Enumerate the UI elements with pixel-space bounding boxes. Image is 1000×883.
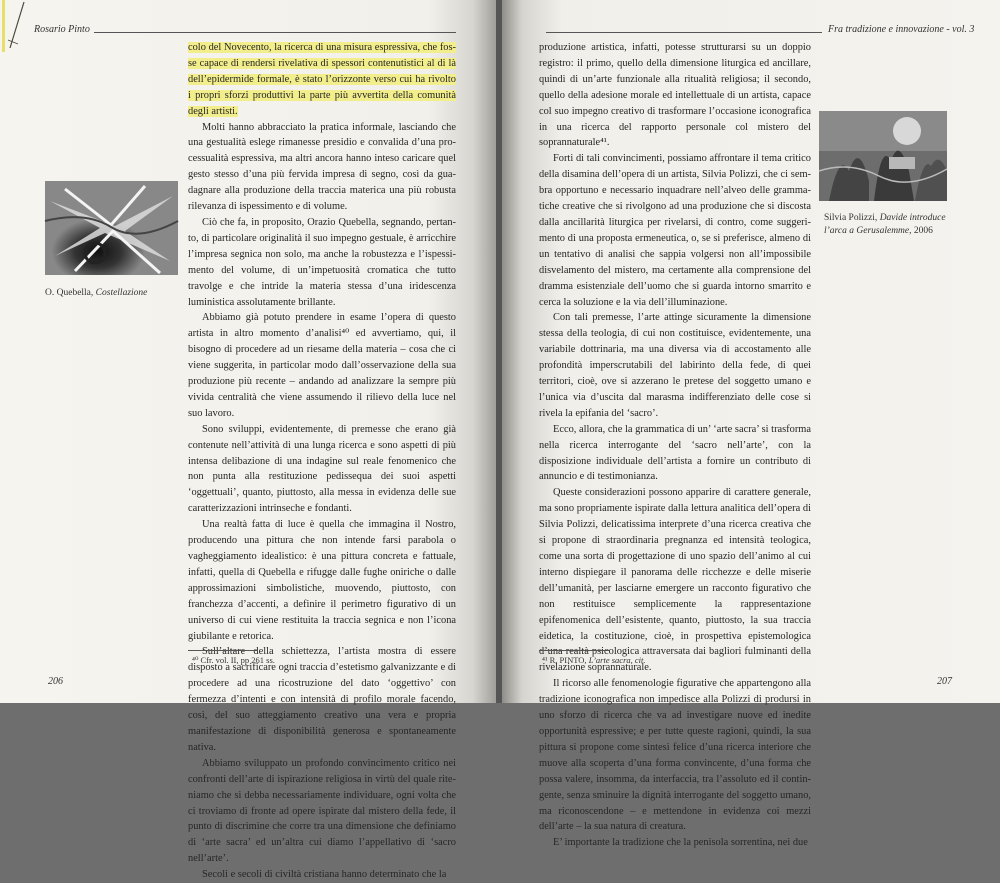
paragraph: Abbiamo già potuto prendere in esame l’opera di questo artista in altro momento d’analisi⁴⁰ ed avvertiamo, qui, il bisogno di procedere ad un riesame della materia – cosa che ci viene suggerita, in particolar modo dall’osservazione della sua produzione più recente – andando ad analizzare la sempre più vivida centralità che viene assumendo il rilievo della luce nel suo lavoro. xyxy=(188,312,456,419)
page-number: 207 xyxy=(937,676,952,687)
footnote-author: ⁴¹ R. PINTO, xyxy=(542,655,587,665)
paragraph: Con tali premesse, l’arte attinge sicuramente la dimensione stessa della teologia, di cui non costituisce, evidentemente, una variabile dottrinaria, ma una diversa via di accostamento alle profondità imperscrutabili del labirinto della fede, di quei territori, cioè, ove si azzerano le pretese del soggetto umano e l’unica via d’uscita dal marasma indifferenziato delle cose si rivela la epifania del ‘sacro’. xyxy=(539,312,811,419)
polizzi-caption xyxy=(824,212,964,238)
running-head: Rosario Pinto xyxy=(34,24,90,35)
caption-artist: Silvia Polizzi, xyxy=(824,213,878,223)
highlighted-text: colo del Novecento, la ricerca di una misura espressiva, che fosse capace di rendersi rivelativa di spessori contenutistici al di là dell’epidermide formale, è stato l’orizzonte verso cui ha rivolto i propri sforzi produttivi la parte più avvertita della comunità degli artisti. xyxy=(188,42,456,117)
paragraph: Ecco, allora, che la grammatica di un’ ‘arte sacra’ si trasforma nella ricerca interrogante del ‘sacro nell’arte’, con la disposizione individuale dell’artista a fornire un contributo di annuncio e di testimonianza. xyxy=(539,423,811,483)
right-body-text xyxy=(539,40,811,851)
caption-artist: O. Quebella, xyxy=(45,288,94,298)
caption-title: Davide introduce l’arca a Gerusalemme, xyxy=(824,213,946,236)
header-rule xyxy=(546,32,822,33)
paragraph: Secoli e secoli di civiltà cristiana hanno determinato che la xyxy=(202,869,447,881)
paragraph xyxy=(188,40,456,120)
paragraph: produzione artistica, infatti, potesse strutturarsi su un doppio registro: il primo, quello della dimensione liturgica ed ancillare, quindi di un’arte funzionale alla ritualità religiosa; il secondo, quello della adesione morale ed intellettuale di un artista, capace col suo impegno creativo di trasformare l’occasione iconografica in una ricerca del rapporto personale col mistero del soprannaturale⁴¹. xyxy=(539,42,811,149)
paragraph: Abbiamo sviluppato un profondo convincimento critico nei confronti dell’arte di ispirazione religiosa in virtù del quale riteniamo che si debba necessariamente individuare, ogni volta che ci troviamo di fronte ad opere ispirate dal mistero della fede, il punto di discrimine che corre tra una dimensione che definiamo di ‘arte sacra’ ed un’altra cui diamo l’appellativo di ‘sacro nell’arte’. xyxy=(188,757,456,865)
quebella-caption xyxy=(45,287,185,299)
footnote-rule xyxy=(539,650,609,651)
paragraph: Forti di tali convincimenti, possiamo affrontare il tema critico della disamina dell’opera di un artista, Silvia Polizzi, che ci sembra opportuno e necessario inquadrare nell’alveo delle grammatiche creative che si rivolgono ad una produzione che si discosta dalla ancillarità liturgica per rivelarsi, di contro, come suggerimento di una proposta ermeneutica, o, se si preferisce, almeno di un tentativo di analisi che sappia volgersi non all’impossibile disvelamento del mistero, ma certamente alla comprensione del dramma esistenziale dell’uomo che si guarda intorno smarrito e cerca la soluzione e la via dell’illuminazione. xyxy=(539,153,811,308)
paragraph: Sull’altare della schiettezza, l’artista mostra di essere disposto a sacrificare ogni traccia d’estetismo galvanizzante e di procedere ad una ricostruzione del dato ‘oggettivo’ con fermezza d’intenti e con intensità di profilo morale facendo, così, del suo atteggiamento creativo una vera e propria manifestazione di disponibilità generosa e spontaneamente nativa. xyxy=(188,646,456,753)
footnote-rule xyxy=(188,650,258,651)
pencil-mark-icon xyxy=(2,0,32,52)
quebella-artwork-image xyxy=(45,181,178,275)
paragraph: Il ricorso alle fenomenologie figurative che appartengono alla tradizione iconografica non impedisce alla Polizzi di prodursi in uno sforzo di ricerca che va ad investigare nuove ed inedite opportunità espressive; e per tutte queste ragioni, quindi, la sua pittura si propone come sintesi felice d’una ricerca interiore che muove alla scoperta d’una forma convincente, d’una forma che possa valere, insomma, da interfaccia, tra l’assoluto ed il contingente, senza sminuire la dignità interrogante del soggetto umano, ma riconoscendone – e mettendone in evidenza coi mezzi dell’arte – la sua natura di creatura. xyxy=(539,678,811,833)
right-page xyxy=(502,0,1000,849)
caption-title: Costellazione xyxy=(95,288,148,298)
paragraph: Sono sviluppi, evidentemente, di premesse che erano già contenute nell’attività di una lunga ricerca e sono aspetti di più intensa delibazione di una indagine sul reale fenomenico che non punta alla restituzione pedissequa dei suoi aspetti ‘oggettuali’, quanto, piuttosto, alla messa in evidenza delle sue caratterizzazioni intrinseche e fondanti. xyxy=(188,423,456,515)
paragraph: E’ importante la tradizione che la penisola sorrentina, nei due xyxy=(553,837,808,849)
paragraph: Una realtà fatta di luce è quella che immagina il Nostro, producendo una pittura che non intende farsi parabola o vagheggiamento idealistico: è una pittura concreta e fattuale, infatti, quella di Quebella e rifugge dalle fughe oniriche o dalle approssimazioni simbolistiche, muovendo, piuttosto, con franchezza d’accenti, a definire il perimetro figurativo di un universo di cui viene restituita la traccia segnica e non l’icona giubilante e retorica. xyxy=(188,519,456,642)
left-body-text xyxy=(188,40,456,883)
polizzi-artwork-image xyxy=(819,111,947,201)
paragraph: Queste considerazioni possono apparire di carattere generale, ma sono propriamente ispirate dalla lettura analitica dell’opera di Silvia Polizzi, delicatissima interprete d’una ricerca creativa che si propone di straordinaria pregnanza ed intensità teologica, come una sorta di progettazione di uno spazio dell’animo al cui interno dispiegare il panorama delle ricchezze e delle miserie dell’umanità, per lasciarne emergere un racconto figurativo che non restituisce semplicemente la rappresentazione epifenomenica dell’esistente, quanto, piuttosto, la sua traccia eidetica, la costituzione, cioè, in prospettiva epistemologica d’una realtà psicologica attraversata dai bagliori fulminanti della rivelazione soprannaturale. xyxy=(539,487,811,674)
footnote-41 xyxy=(542,655,646,665)
header-rule xyxy=(94,32,456,33)
footnote-40: ⁴⁰ Cfr. vol. II, pp 261 ss. xyxy=(192,655,275,665)
page-number: 206 xyxy=(48,676,63,687)
left-page xyxy=(0,0,498,881)
paragraph: Molti hanno abbracciato la pratica informale, lasciando che una gestualità eslege rimanesse presidio e convalida d’una processualità espressiva, ma altri ancora hanno inteso caricare quel gesto stesso d’una più fervida impresa di segno, così da guadagnare alla produzione della traccia materica una più robusta rilevanza di ispessimento e di volume. xyxy=(188,121,456,213)
caption-year: 2006 xyxy=(913,226,933,236)
paragraph: Ciò che fa, in proposito, Orazio Quebella, segnando, pertanto, di particolare originalità il suo impegno gestuale, è arricchire l’impresa segnica non solo, ma anche la robustezza e l’ispessimento del volume, di un’impetuosità cromatica che tutto travolge e che intride la materia stessa d’una iridescenza luministica assolutamente brillante. xyxy=(188,216,456,308)
footnote-title: L’arte sacra, cit. xyxy=(588,655,646,665)
running-head: Fra tradizione e innovazione - vol. 3 xyxy=(828,24,975,35)
